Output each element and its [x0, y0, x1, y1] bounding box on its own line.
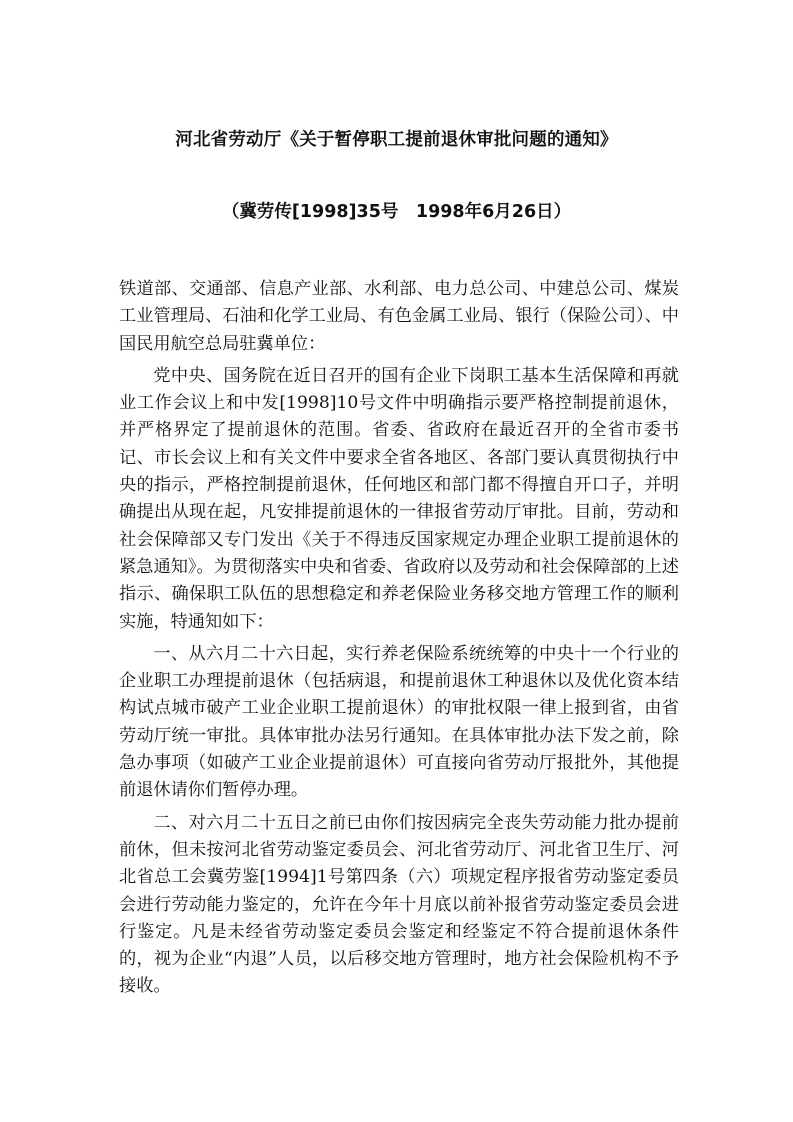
salutation: 铁道部、交通部、信息产业部、水利部、电力总公司、中建总公司、煤炭工业管理局、石油和化学工业局、有色金属工业局、银行（保险公司）、中国民用航空总局驻冀单位：	[119, 279, 679, 354]
paragraph-intro: 党中央、国务院在近日召开的国有企业下岗职工基本生活保障和再就业工作会议上和中发[1998]10号文件中明确指示要严格控制提前退休，并严格界定了提前退休的范围。省委、省政府在最近召开的全省市委书记、市长会议上和有关文件中要求全省各地区、各部门要认真贯彻执行中央的指示，严格控制提前退休，任何地区和部门都不得擅自开口子，并明确提出从现在起，凡安排提前退休的一律报省劳动厅审批。目前，劳动和社会保障部又专门发出《关于不得违反国家规定办理企业职工提前退休的紧急通知》。为贯彻落实中央和省委、省政府以及劳动和社会保障部的上述指示、确保职工队伍的思想稳定和养老保险业务移交地方管理工作的顺利实施，特通知如下：	[119, 365, 679, 632]
document-body	[119, 276, 679, 1001]
document-title: 河北省劳动厅《关于暂停职工提前退休审批问题的通知》	[175, 130, 618, 150]
paragraph-item-1: 一、从六月二十六日起，实行养老保险系统统筹的中央十一个行业的企业职工办理提前退休（包括病退，和提前退休工种退休以及优化资本结构试点城市破产工业企业职工提前退休）的审批权限一律上报到省，由省劳动厅统一审批。具体审批办法另行通知。在具体审批办法下发之前，除急办事项（如破产工业企业提前退休）可直接向省劳动厅报批外，其他提前退休请你们暂停办理。	[119, 643, 679, 801]
document-reference: （冀劳传[1998]35号 1998年6月26日）	[221, 202, 572, 222]
paragraph-item-2: 二、对六月二十五日之前已由你们按因病完全丧失劳动能力批办提前前休，但未按河北省劳动鉴定委员会、河北省劳动厅、河北省卫生厅、河北省总工会冀劳鉴[1994]1号第四条（六）项规定程序报省劳动鉴定委员会进行劳动能力鉴定的，允许在今年十月底以前补报省劳动鉴定委员会进行鉴定。凡是未经省劳动鉴定委员会鉴定和经鉴定不符合提前退休条件的，视为企业“内退”人员，以后移交地方管理时，地方社会保险机构不予接收。	[119, 812, 679, 997]
